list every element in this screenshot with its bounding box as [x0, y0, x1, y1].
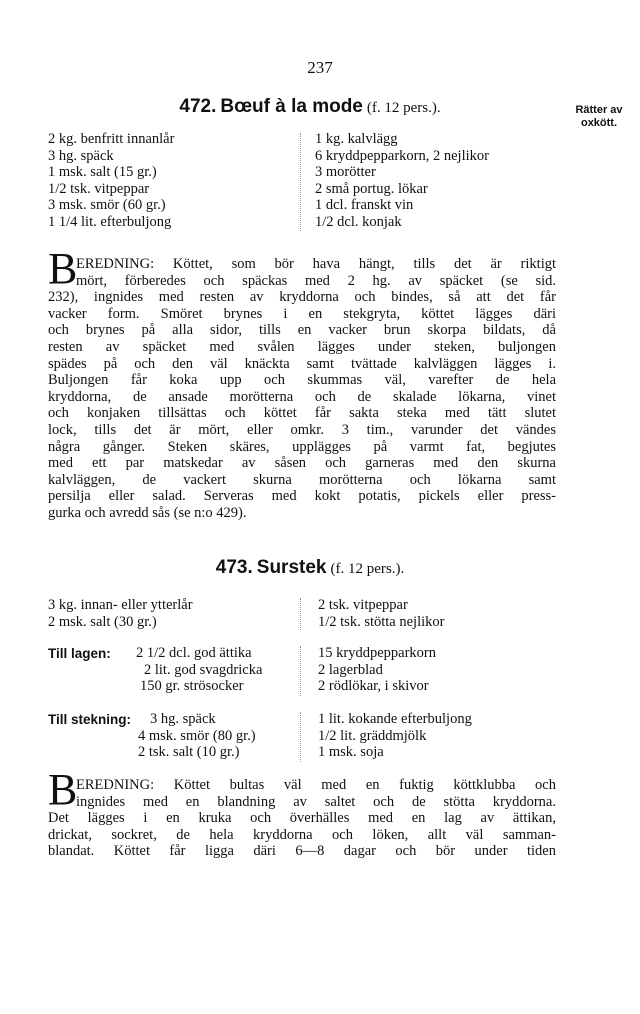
ingredient: 1/2 dcl. konjak — [315, 213, 402, 230]
ingredient: 3 hg. späck — [150, 711, 216, 727]
method-line: drickat, sockret, de hela kryddorna och löken, allt väl samman- — [48, 826, 556, 843]
ingredient: 3 msk. smör (60 gr.) — [48, 197, 166, 214]
ingredient: 4 msk. smör (80 gr.) — [138, 727, 256, 744]
ingredient: 2 tsk. salt (10 gr.) — [138, 744, 240, 761]
method-line: och konjaken tillsättas och köttet får sakta steka med tätt slutet — [48, 405, 556, 422]
method-line: Det lägges i en kruka och överhälles med en lag av ättikan, — [48, 810, 556, 827]
ingredient: 1 lit. kokande efterbuljong — [318, 711, 472, 727]
recipe-name: Surstek — [256, 557, 327, 578]
ingredients-b-left — [136, 645, 262, 695]
ingredients-c-left — [138, 711, 256, 761]
ingredient: 1/2 lit. gräddmjölk — [318, 727, 427, 744]
method-line: resten av späcket med svålen lägges under steken, buljongen — [48, 338, 556, 355]
label-stekning: Till stekning: — [48, 712, 132, 727]
ingredient: 1 msk. soja — [318, 744, 384, 761]
method-line: mört, förberedes och späckas med 2 hg. av späcket (se sid. — [76, 272, 556, 289]
method-line: spädes på och den väl knäckta samt tvättade kalvläggen lägges i. — [48, 355, 556, 372]
ingredient: 3 morötter — [315, 164, 376, 181]
ingredients-a-left — [48, 597, 193, 630]
ingredient: 6 kryddpepparkorn, 2 nejlikor — [315, 147, 489, 164]
method-line: kryddorna, de ansade morötterna och de skalade lökarna, vinet — [48, 388, 556, 405]
method-line: Buljongen får koka upp och skummas väl, varefter de hela — [48, 372, 556, 389]
ingredients-a-right — [318, 597, 444, 630]
recipe-number: 473. — [215, 557, 253, 578]
ingredient: 3 kg. innan- eller ytterlår — [48, 597, 193, 613]
method-line: med ett par matskedar av såsen och garneras med den skurna — [48, 455, 556, 472]
side-note — [560, 104, 638, 130]
column-divider — [300, 133, 301, 231]
ingredients-b-right — [318, 645, 436, 695]
column-divider — [300, 646, 301, 696]
label-lagen: Till lagen: — [48, 646, 111, 661]
method-line: och brynes på alla sidor, tills en vacker brun skorpa bildats, då — [48, 322, 556, 339]
ingredient: 1/2 tsk. stötta nejlikor — [318, 613, 445, 630]
ingredient: 2 kg. benfritt innanlår — [48, 131, 175, 147]
ingredient: 2 tsk. vitpeppar — [318, 597, 408, 613]
side-note-line: Rätter av — [575, 104, 623, 116]
method-line: gurka och avredd sås (se n:o 429). — [48, 504, 247, 521]
method-line: några gånger. Steken skäres, upplägges på varmt fat, begjutes — [48, 438, 556, 455]
page-number: 237 — [307, 58, 333, 77]
method-line: kalvläggen, de vackert skurna morötterna och lökarna samt — [48, 471, 556, 488]
ingredients-c-right — [318, 711, 472, 761]
method-line: persilja eller salad. Serveras med kokt potatis, pickels eller press- — [48, 488, 556, 505]
ingredient: 2 lit. god svagdricka — [144, 661, 263, 678]
ingredients-right — [315, 131, 489, 231]
method-paragraph — [48, 777, 556, 860]
ingredient: 1 1/4 lit. efterbuljong — [48, 213, 172, 230]
method-paragraph — [48, 256, 556, 522]
drop-cap: B — [48, 244, 78, 293]
ingredient: 2 små portug. lökar — [315, 180, 428, 197]
recipe-number: 472. — [179, 96, 217, 117]
ingredient: 15 kryddpepparkorn — [318, 645, 436, 661]
method-line: vacker form. Smöret brynes i en stekgryta, köttet lägges däri — [48, 305, 556, 322]
ingredient: 2 lagerblad — [318, 661, 383, 678]
drop-cap: B — [48, 765, 78, 814]
recipe-serves: (f. 12 pers.). — [366, 100, 441, 116]
recipe-title-473 — [0, 557, 620, 579]
ingredient: 1/2 tsk. vitpeppar — [48, 180, 150, 197]
column-divider — [300, 712, 301, 762]
ingredient: 1 msk. salt (15 gr.) — [48, 164, 157, 181]
ingredient: 1 kg. kalvlägg — [315, 131, 398, 147]
method-line: lock, tills det är mört, eller omkr. 3 tim., varunder det vändes — [48, 421, 556, 438]
ingredient: 150 gr. strösocker — [140, 678, 244, 695]
ingredient: 2 msk. salt (30 gr.) — [48, 613, 157, 630]
ingredient: 2 rödlökar, i skivor — [318, 678, 429, 695]
method-line: blandat. Köttet får ligga däri 6—8 dagar och bör under tiden — [48, 843, 556, 860]
method-line: ingnides med en blandning av saltet och de stötta kryddorna. — [76, 793, 556, 810]
method-line: EREDNING: Köttet, som bör hava hängt, tills det är riktigt — [76, 256, 556, 272]
method-line: 232), ingnides med resten av kryddorna och bindes, så att det får — [48, 289, 556, 306]
side-note-line: oxkött. — [580, 117, 618, 129]
ingredient: 2 1/2 dcl. god ättika — [136, 645, 252, 661]
ingredient: 3 hg. späck — [48, 147, 114, 164]
recipe-name: Bœuf à la mode — [220, 96, 363, 117]
recipe-title-472 — [0, 96, 620, 118]
column-divider — [300, 598, 301, 630]
recipe-serves: (f. 12 pers.). — [330, 561, 405, 577]
ingredient: 1 dcl. franskt vin — [315, 197, 414, 214]
ingredients-left — [48, 131, 174, 231]
method-line: EREDNING: Köttet bultas väl med en fuktig köttklubba och — [76, 777, 556, 793]
